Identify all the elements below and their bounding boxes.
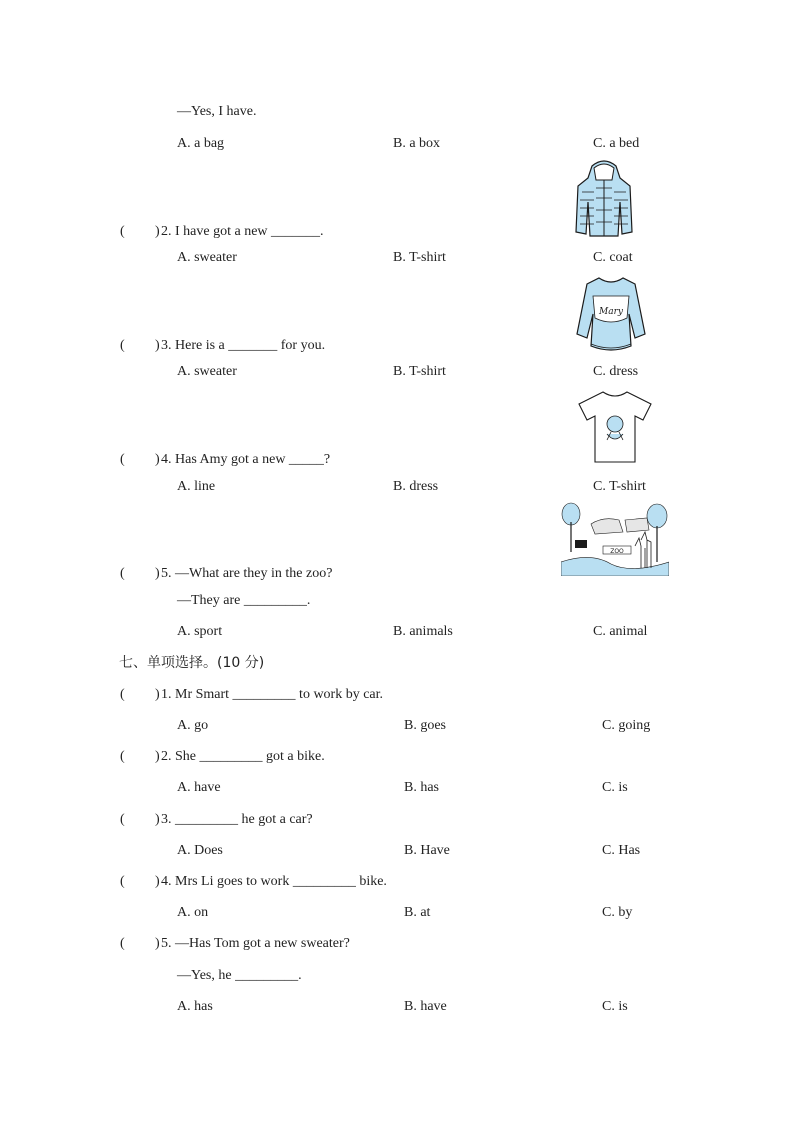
sweater-text: Mary bbox=[599, 307, 623, 317]
p7-q1-paren: ( bbox=[120, 687, 125, 702]
q2-option-c[interactable]: C. coat bbox=[593, 250, 633, 265]
q4-option-a[interactable]: A. line bbox=[177, 479, 216, 494]
p7-q4-paren: ( bbox=[120, 874, 125, 889]
q3-paren-close: ) bbox=[155, 338, 160, 353]
p7-q1-option-b[interactable]: B. goes bbox=[404, 718, 446, 733]
zoo-sign-text: ZOO bbox=[610, 548, 624, 555]
q3-option-b[interactable]: B. T-shirt bbox=[393, 364, 446, 379]
q5-option-c[interactable]: C. animal bbox=[593, 624, 648, 639]
p7-q2-option-a[interactable]: A. have bbox=[177, 780, 221, 795]
p7-q3-paren-close: ) bbox=[155, 812, 160, 827]
q5-stem: 5. —What are they in the zoo? bbox=[161, 566, 333, 581]
section-heading: 七、单项选择。(10 分) bbox=[119, 655, 265, 671]
q4-option-c[interactable]: C. T-shirt bbox=[593, 479, 646, 494]
p7-q4-stem: 4. Mrs Li goes to work _________ bike. bbox=[161, 874, 387, 889]
sweater-icon bbox=[575, 274, 647, 354]
q5-paren: ( bbox=[120, 566, 125, 581]
p7-q1-stem: 1. Mr Smart _________ to work by car. bbox=[161, 687, 384, 702]
p7-q3-paren: ( bbox=[120, 812, 125, 827]
q3-option-c[interactable]: C. dress bbox=[593, 364, 639, 379]
q3-stem: 3. Here is a _______ for you. bbox=[161, 338, 326, 353]
p7-q4-option-c[interactable]: C. by bbox=[602, 905, 633, 920]
q5-option-b[interactable]: B. animals bbox=[393, 624, 453, 639]
t-shirt-icon bbox=[577, 388, 653, 464]
p7-q5-stem: 5. —Has Tom got a new sweater? bbox=[161, 936, 350, 951]
p7-q4-option-b[interactable]: B. at bbox=[404, 905, 431, 920]
q2-stem: 2. I have got a new _______. bbox=[161, 224, 324, 239]
p7-q2-stem: 2. She _________ got a bike. bbox=[161, 749, 325, 764]
p7-q1-paren-close: ) bbox=[155, 687, 160, 702]
q5-paren-close: ) bbox=[155, 566, 160, 581]
p7-q1-option-c[interactable]: C. going bbox=[602, 718, 651, 733]
p7-q2-option-b[interactable]: B. has bbox=[404, 780, 439, 795]
q5-answer-line: —They are _________. bbox=[177, 593, 311, 608]
p7-q4-option-a[interactable]: A. on bbox=[177, 905, 209, 920]
q2-option-b[interactable]: B. T-shirt bbox=[393, 250, 446, 265]
q1-option-b[interactable]: B. a box bbox=[393, 136, 441, 151]
p7-q3-option-c[interactable]: C. Has bbox=[602, 843, 641, 858]
q1-option-c[interactable]: C. a bed bbox=[593, 136, 640, 151]
p7-q5-paren-close: ) bbox=[155, 936, 160, 951]
p7-q1-option-a[interactable]: A. go bbox=[177, 718, 209, 733]
p7-q2-option-c[interactable]: C. is bbox=[602, 780, 628, 795]
p7-q5-option-a[interactable]: A. has bbox=[177, 999, 213, 1014]
q4-paren: ( bbox=[120, 452, 125, 467]
q2-paren: ( bbox=[120, 224, 125, 239]
p7-q4-paren-close: ) bbox=[155, 874, 160, 889]
q5-option-a[interactable]: A. sport bbox=[177, 624, 223, 639]
coat-icon bbox=[574, 158, 634, 238]
p7-q3-option-b[interactable]: B. Have bbox=[404, 843, 450, 858]
p7-q2-paren: ( bbox=[120, 749, 125, 764]
q4-paren-close: ) bbox=[155, 452, 160, 467]
q3-paren: ( bbox=[120, 338, 125, 353]
p7-q5-option-b[interactable]: B. have bbox=[404, 999, 447, 1014]
p7-q3-option-a[interactable]: A. Does bbox=[177, 843, 223, 858]
q4-stem: 4. Has Amy got a new _____? bbox=[161, 452, 331, 467]
q3-option-a[interactable]: A. sweater bbox=[177, 364, 237, 379]
zoo-icon bbox=[561, 502, 669, 576]
q2-paren-close: ) bbox=[155, 224, 160, 239]
q4-option-b[interactable]: B. dress bbox=[393, 479, 439, 494]
q1-option-a[interactable]: A. a bag bbox=[177, 136, 225, 151]
p7-q3-stem: 3. _________ he got a car? bbox=[161, 812, 313, 827]
p7-q5-paren: ( bbox=[120, 936, 125, 951]
q2-option-a[interactable]: A. sweater bbox=[177, 250, 237, 265]
p7-q5-answer-line: —Yes, he _________. bbox=[177, 968, 302, 983]
p7-q5-option-c[interactable]: C. is bbox=[602, 999, 628, 1014]
q1-answer-line: —Yes, I have. bbox=[177, 104, 257, 119]
p7-q2-paren-close: ) bbox=[155, 749, 160, 764]
